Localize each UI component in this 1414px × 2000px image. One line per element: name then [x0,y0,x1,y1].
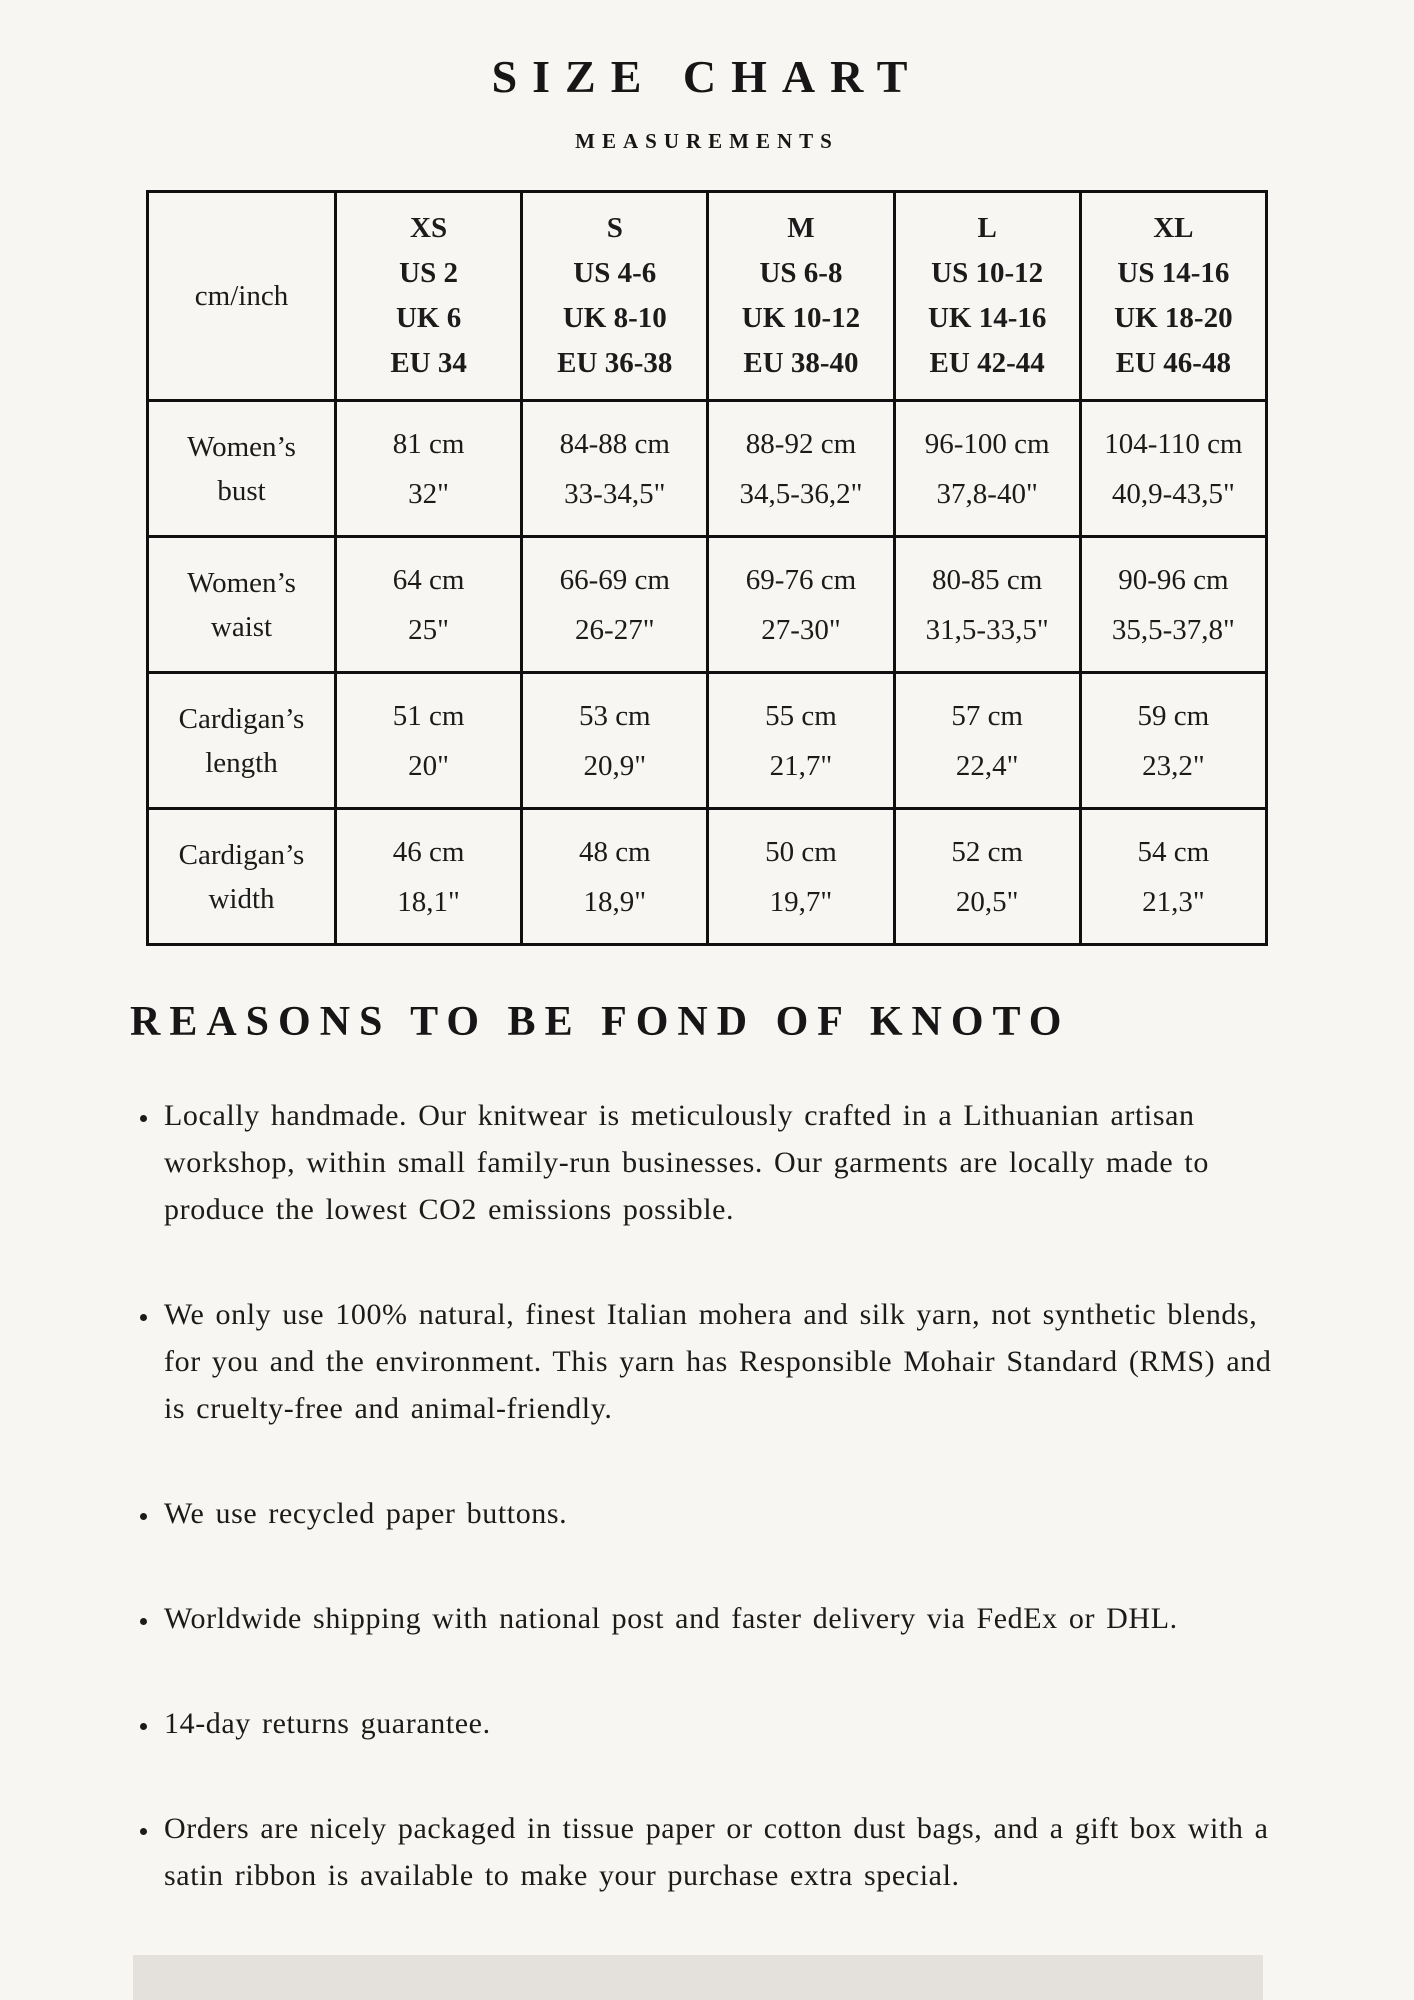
measurement-cell [336,673,522,809]
size-hdr-size: L [977,212,997,244]
measurement-cell [522,809,708,945]
size-hdr-eu: EU 38-40 [743,347,859,379]
reason-item: • 14-day returns guarantee. [160,1700,1275,1747]
measurement-cell [708,809,894,945]
row-label-line: Cardigan’s [178,702,305,735]
measurement-inch: 26-27" [575,613,655,646]
measurement-inch: 40,9-43,5" [1111,477,1235,510]
reason-item: • We use recycled paper buttons. [160,1490,1275,1537]
measurement-inch: 18,1" [397,885,460,918]
size-hdr-uk: UK 18-20 [1114,302,1233,334]
measurement-cm: 59 cm [1137,699,1210,732]
measurement-cm: 52 cm [951,835,1023,868]
measurement-cm: 69-76 cm [745,563,857,596]
size-column-header [894,192,1080,401]
measurement-inch: 19,7" [769,885,833,918]
row-label-line: Women’s [187,566,296,599]
measurement-inch: 33-34,5" [564,477,666,510]
table-row [148,401,1267,537]
measurement-inch: 22,4" [955,749,1019,782]
size-hdr-us: US 6-8 [759,257,843,289]
measurement-cm: 53 cm [578,699,651,732]
table-row [148,537,1267,673]
measurement-cell [894,537,1080,673]
measurement-cell [522,537,708,673]
size-column-header [336,192,522,401]
measurement-cell [708,537,894,673]
table-row [148,673,1267,809]
measurement-cell [708,401,894,537]
measurement-cell [708,673,894,809]
row-label-line: Cardigan’s [178,838,305,871]
row-label-line: waist [210,610,273,643]
size-hdr-size: S [606,212,623,244]
size-hdr-uk: UK 8-10 [562,302,667,334]
size-column-header [1080,192,1266,401]
page-header [0,0,1414,154]
measurement-inch: 32" [408,477,450,510]
size-table-header-row [148,192,1267,401]
measurement-inch: 20" [408,749,450,782]
row-label-line: width [208,882,275,915]
measurement-inch: 20,5" [955,885,1019,918]
measurement-cell [1080,809,1266,945]
table-row [148,809,1267,945]
next-section-band [133,1955,1263,2000]
measurement-cell [894,809,1080,945]
reasons-section [130,998,1275,1899]
size-column-header [708,192,894,401]
size-hdr-eu: EU 46-48 [1115,347,1231,379]
measurement-cm: 64 cm [392,563,465,596]
size-hdr-uk: UK 6 [395,302,462,334]
row-label-cell [148,809,336,945]
measurement-inch: 18,9" [583,885,647,918]
measurement-cm: 104-110 cm [1104,427,1243,460]
measurement-inch: 34,5-36,2" [739,477,863,510]
reason-item: • Locally handmade. Our knitwear is meticulously crafted in a Lithuanian artisan workshop, within small family-run businesses. Our garments are locally made to produce the lowest CO2 emissions possible. [160,1092,1275,1233]
measurement-cell [1080,401,1266,537]
measurement-inch: 25" [408,613,450,646]
measurement-cm: 55 cm [765,699,837,732]
page-subtitle: MEASUREMENTS [575,129,839,153]
measurement-cm: 84-88 cm [559,427,670,460]
measurement-cm: 81 cm [392,427,465,460]
size-hdr-us: US 2 [399,257,458,289]
measurement-inch: 27-30" [761,613,841,646]
reasons-list [130,1092,1275,1899]
measurement-cell [336,537,522,673]
size-hdr-eu: EU 34 [390,347,467,379]
measurement-inch: 20,9" [583,749,647,782]
measurement-cell [1080,537,1266,673]
row-label-line: Women’s [187,430,296,463]
measurement-cm: 66-69 cm [559,563,670,596]
size-hdr-size: XL [1153,212,1194,244]
measurement-cm: 54 cm [1137,835,1210,868]
measurement-cell [522,401,708,537]
measurement-cell [522,673,708,809]
page-title: SIZE CHART [491,51,923,102]
measurement-cm: 88-92 cm [745,427,857,460]
measurement-cell [336,401,522,537]
measurement-inch: 21,3" [1142,885,1205,918]
size-hdr-uk: UK 14-16 [927,302,1047,334]
reason-item: • Worldwide shipping with national post and faster delivery via FedEx or DHL. [160,1595,1275,1642]
row-label-cell [148,401,336,537]
size-hdr-us: US 10-12 [931,257,1044,289]
size-hdr-eu: EU 42-44 [929,347,1045,379]
measurement-cm: 80-85 cm [931,563,1043,596]
row-label-line: length [205,746,278,779]
size-hdr-eu: EU 36-38 [557,347,673,379]
measurement-cell [336,809,522,945]
measurement-cm: 57 cm [951,699,1023,732]
row-label-cell [148,673,336,809]
size-hdr-us: US 14-16 [1117,257,1230,289]
measurement-cell [1080,673,1266,809]
measurement-inch: 37,8-40" [936,477,1038,510]
measurement-cm: 90-96 cm [1118,563,1229,596]
size-hdr-size: M [787,212,815,244]
measurement-inch: 21,7" [769,749,833,782]
size-column-header [522,192,708,401]
measurement-inch: 23,2" [1142,749,1205,782]
measurement-cm: 48 cm [578,835,651,868]
measurement-cm: 50 cm [765,835,837,868]
measurement-cm: 51 cm [392,699,465,732]
size-hdr-size: XS [410,212,448,244]
size-hdr-uk: UK 10-12 [741,302,861,334]
reason-item: • We only use 100% natural, finest Italian mohera and silk yarn, not synthetic blends, for you and the environment. This yarn has Responsible Mohair Standard (RMS) and is cruelty-free and animal-friendly. [160,1291,1275,1432]
measurement-cm: 46 cm [392,835,465,868]
measurement-inch: 35,5-37,8" [1111,613,1235,646]
unit-label-cell: cm/inch [148,192,336,401]
reasons-heading: REASONS TO BE FOND OF KNOTO [130,999,1071,1045]
row-label-cell [148,537,336,673]
reason-item: • Orders are nicely packaged in tissue paper or cotton dust bags, and a gift box with a satin ribbon is available to make your purchase extra special. [160,1805,1275,1899]
size-hdr-us: US 4-6 [573,257,657,289]
measurement-cm: 96-100 cm [924,427,1050,460]
row-label-line: bust [217,474,266,507]
measurement-cell [894,673,1080,809]
measurement-cell [894,401,1080,537]
size-chart-table [146,190,1268,946]
measurement-inch: 31,5-33,5" [925,613,1049,646]
